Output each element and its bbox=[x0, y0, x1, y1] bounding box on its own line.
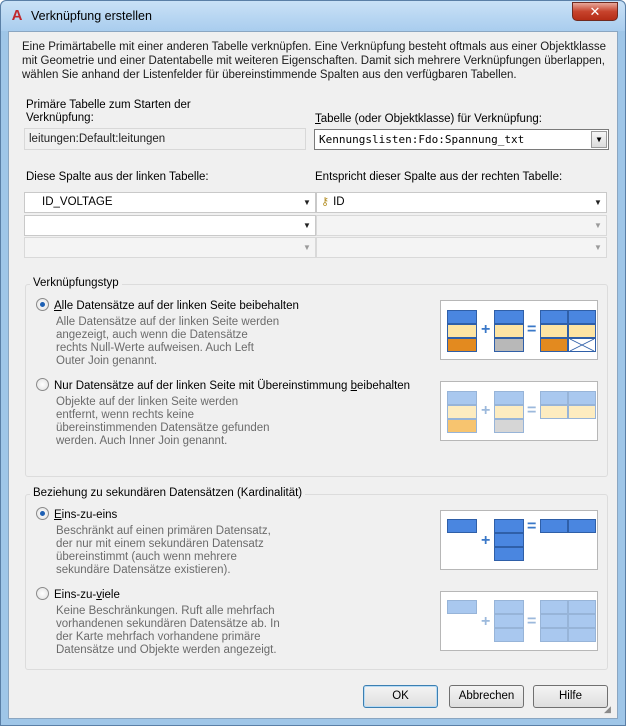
resize-grip-icon[interactable]: ◢ bbox=[604, 704, 611, 714]
table-cell bbox=[540, 614, 568, 628]
dialog-body bbox=[8, 31, 618, 719]
right-column-value-1: ID bbox=[333, 196, 345, 208]
table-cell bbox=[494, 614, 524, 628]
table-cell bbox=[447, 600, 477, 614]
join-table-select[interactable] bbox=[314, 129, 609, 150]
table-cell bbox=[568, 628, 596, 642]
left-column-value-1: ID_VOLTAGE bbox=[42, 196, 113, 208]
table-cell bbox=[447, 338, 477, 352]
join-table-select-value: Kennungslisten:Fdo:Spannung_txt bbox=[319, 133, 525, 146]
join-table-label bbox=[315, 113, 605, 126]
inner-join-illustration bbox=[440, 381, 598, 441]
one-to-one-illustration bbox=[440, 510, 598, 570]
description-line: rechts Null-Werte aufweisen. Auch Left bbox=[56, 342, 254, 354]
radio-keep-all-left-label: lle Datensätze auf der linken Seite beibehalten bbox=[61, 300, 299, 312]
primary-table-value: leitungen:Default:leitungen bbox=[24, 128, 306, 150]
radio-one-to-many-label-post: iele bbox=[101, 589, 120, 601]
one-to-many-illustration bbox=[440, 591, 598, 651]
radio-one-to-many-label-pre: Eins-zu- bbox=[54, 589, 97, 601]
right-column-select-3 bbox=[316, 237, 607, 258]
chevron-down-icon: ▼ bbox=[594, 221, 602, 230]
one-to-one-description bbox=[56, 525, 271, 577]
radio-keep-matching-label-pre: Nur Datensätze auf der linken Seite mit Übereinstimmung bbox=[54, 380, 351, 392]
table-cell bbox=[447, 391, 477, 405]
right-column-label: Entspricht dieser Spalte aus der rechten Tabelle: bbox=[315, 171, 563, 183]
description-line: übereinstimmenden Datensätze gefunden bbox=[56, 422, 270, 434]
null-cell-icon bbox=[568, 338, 596, 352]
description-line: Objekte auf der linken Seite werden bbox=[56, 396, 239, 408]
cancel-button[interactable]: Abbrechen bbox=[449, 685, 524, 708]
left-column-label: Diese Spalte aus der linken Tabelle: bbox=[26, 171, 209, 183]
table-cell bbox=[494, 519, 524, 533]
radio-keep-matching[interactable] bbox=[36, 378, 410, 393]
table-cell bbox=[568, 614, 596, 628]
chevron-down-icon: ▼ bbox=[303, 243, 311, 252]
radio-one-to-one-label: ins-zu-eins bbox=[61, 509, 118, 521]
close-button[interactable]: ✕ bbox=[572, 2, 618, 21]
title-bar[interactable] bbox=[1, 1, 625, 31]
help-button[interactable]: Hilfe bbox=[533, 685, 608, 708]
description-line: werden. Auch Inner Join genannt. bbox=[56, 435, 228, 447]
table-cell bbox=[494, 310, 524, 324]
table-cell bbox=[540, 600, 568, 614]
description-line: Outer Join genannt. bbox=[56, 355, 158, 367]
radio-keep-all-left[interactable] bbox=[36, 298, 299, 313]
equals-icon: = bbox=[527, 518, 537, 535]
radio-keep-matching-accel: b bbox=[350, 380, 357, 392]
table-cell bbox=[494, 600, 524, 614]
key-icon: ⚷ bbox=[321, 196, 330, 208]
table-cell bbox=[540, 405, 568, 419]
table-cell bbox=[568, 519, 596, 533]
chevron-down-icon: ▼ bbox=[303, 221, 311, 230]
description-line: Alle Datensätze auf der linken Seite werden bbox=[56, 316, 280, 328]
keep-matching-description bbox=[56, 396, 270, 448]
one-to-many-description bbox=[56, 605, 280, 657]
chevron-down-icon: ▼ bbox=[594, 243, 602, 252]
table-cell bbox=[494, 338, 524, 352]
description-line: sekundäre Datensätze existieren). bbox=[56, 564, 231, 576]
table-cell bbox=[568, 391, 596, 405]
left-column-select-2[interactable] bbox=[24, 215, 316, 236]
left-column-select-3 bbox=[24, 237, 316, 258]
table-cell bbox=[540, 324, 568, 338]
table-cell bbox=[568, 405, 596, 419]
table-cell bbox=[494, 391, 524, 405]
dropdown-arrow-icon[interactable]: ▼ bbox=[591, 131, 607, 148]
keep-all-left-description bbox=[56, 316, 279, 368]
table-cell bbox=[540, 310, 568, 324]
radio-one-to-one[interactable] bbox=[36, 507, 117, 522]
radio-unchecked-icon[interactable] bbox=[36, 587, 49, 600]
intro-text: Eine Primärtabelle mit einer anderen Tabelle verknüpfen. Eine Verknüpfung besteht oftmals aus einer Objektklasse mit Geometrie und einer Datentabelle mit weiteren Eigenschaften. Damit sich mehrere Verknüpfungen überlappen, wählen Sie anhand der Listenfelder für übereinstimmende Spalten aus den verfügbaren Tabellen. bbox=[22, 41, 607, 81]
left-outer-join-illustration bbox=[440, 300, 598, 360]
table-cell bbox=[568, 600, 596, 614]
description-line: vorhandenen sekundären Datensätze ab. In bbox=[56, 618, 280, 630]
table-cell bbox=[568, 324, 596, 338]
table-cell bbox=[540, 391, 568, 405]
chevron-down-icon: ▼ bbox=[303, 198, 311, 207]
equals-icon: = bbox=[527, 613, 537, 630]
table-cell bbox=[494, 324, 524, 338]
description-line: der Karte mehrfach vorhandene primäre bbox=[56, 631, 261, 643]
description-line: entfernt, wenn rechts keine bbox=[56, 409, 195, 421]
right-column-select-2 bbox=[316, 215, 607, 236]
window-title: Verknüpfung erstellen bbox=[31, 9, 152, 23]
cardinality-group bbox=[25, 487, 608, 670]
table-cell bbox=[494, 628, 524, 642]
radio-checked-icon[interactable] bbox=[36, 298, 49, 311]
table-cell bbox=[540, 338, 568, 352]
description-line: Beschränkt auf einen primären Datensatz, bbox=[56, 525, 271, 537]
app-logo-icon: A bbox=[11, 7, 23, 24]
table-cell bbox=[540, 628, 568, 642]
plus-icon: + bbox=[481, 402, 491, 419]
radio-unchecked-icon[interactable] bbox=[36, 378, 49, 391]
description-line: Datensätze und Objekte werden angezeigt. bbox=[56, 644, 277, 656]
description-line: angezeigt, auch wenn die Datensätze bbox=[56, 329, 248, 341]
join-type-group bbox=[25, 277, 608, 477]
equals-icon: = bbox=[527, 402, 537, 419]
table-cell bbox=[568, 310, 596, 324]
table-cell bbox=[447, 310, 477, 324]
plus-icon: + bbox=[481, 321, 491, 338]
radio-one-to-many-accel: v bbox=[96, 589, 102, 601]
join-table-label-accel: T bbox=[315, 113, 321, 125]
left-column-select-1[interactable] bbox=[24, 192, 316, 213]
description-line: der nur mit einem sekundären Datensatz bbox=[56, 538, 264, 550]
right-column-select-1[interactable] bbox=[316, 192, 607, 213]
radio-keep-all-left-accel: A bbox=[54, 300, 62, 312]
radio-one-to-many[interactable] bbox=[36, 587, 120, 602]
table-cell bbox=[540, 519, 568, 533]
description-line: Keine Beschränkungen. Ruft alle mehrfach bbox=[56, 605, 275, 617]
join-table-label-rest: abelle (oder Objektklasse) für Verknüpfung: bbox=[320, 113, 542, 125]
primary-table-label: Primäre Tabelle zum Starten der Verknüpfung: bbox=[26, 99, 191, 124]
table-cell bbox=[494, 419, 524, 433]
radio-checked-icon[interactable] bbox=[36, 507, 49, 520]
table-cell bbox=[494, 533, 524, 547]
table-cell bbox=[494, 405, 524, 419]
table-cell bbox=[447, 519, 477, 533]
equals-icon: = bbox=[527, 321, 537, 338]
chevron-down-icon: ▼ bbox=[594, 198, 602, 207]
ok-button[interactable]: OK bbox=[363, 685, 438, 708]
radio-keep-matching-label-post: eibehalten bbox=[357, 380, 411, 392]
table-cell bbox=[494, 547, 524, 561]
table-cell bbox=[447, 419, 477, 433]
radio-one-to-one-accel: E bbox=[54, 509, 62, 521]
table-cell bbox=[447, 324, 477, 338]
description-line: übereinstimmt (auch wenn mehrere bbox=[56, 551, 237, 563]
join-type-title: Verknüpfungstyp bbox=[30, 277, 122, 290]
plus-icon: + bbox=[481, 613, 491, 630]
cardinality-title: Beziehung zu sekundären Datensätzen (Kardinalität) bbox=[30, 487, 305, 500]
plus-icon: + bbox=[481, 532, 491, 549]
table-cell bbox=[447, 405, 477, 419]
